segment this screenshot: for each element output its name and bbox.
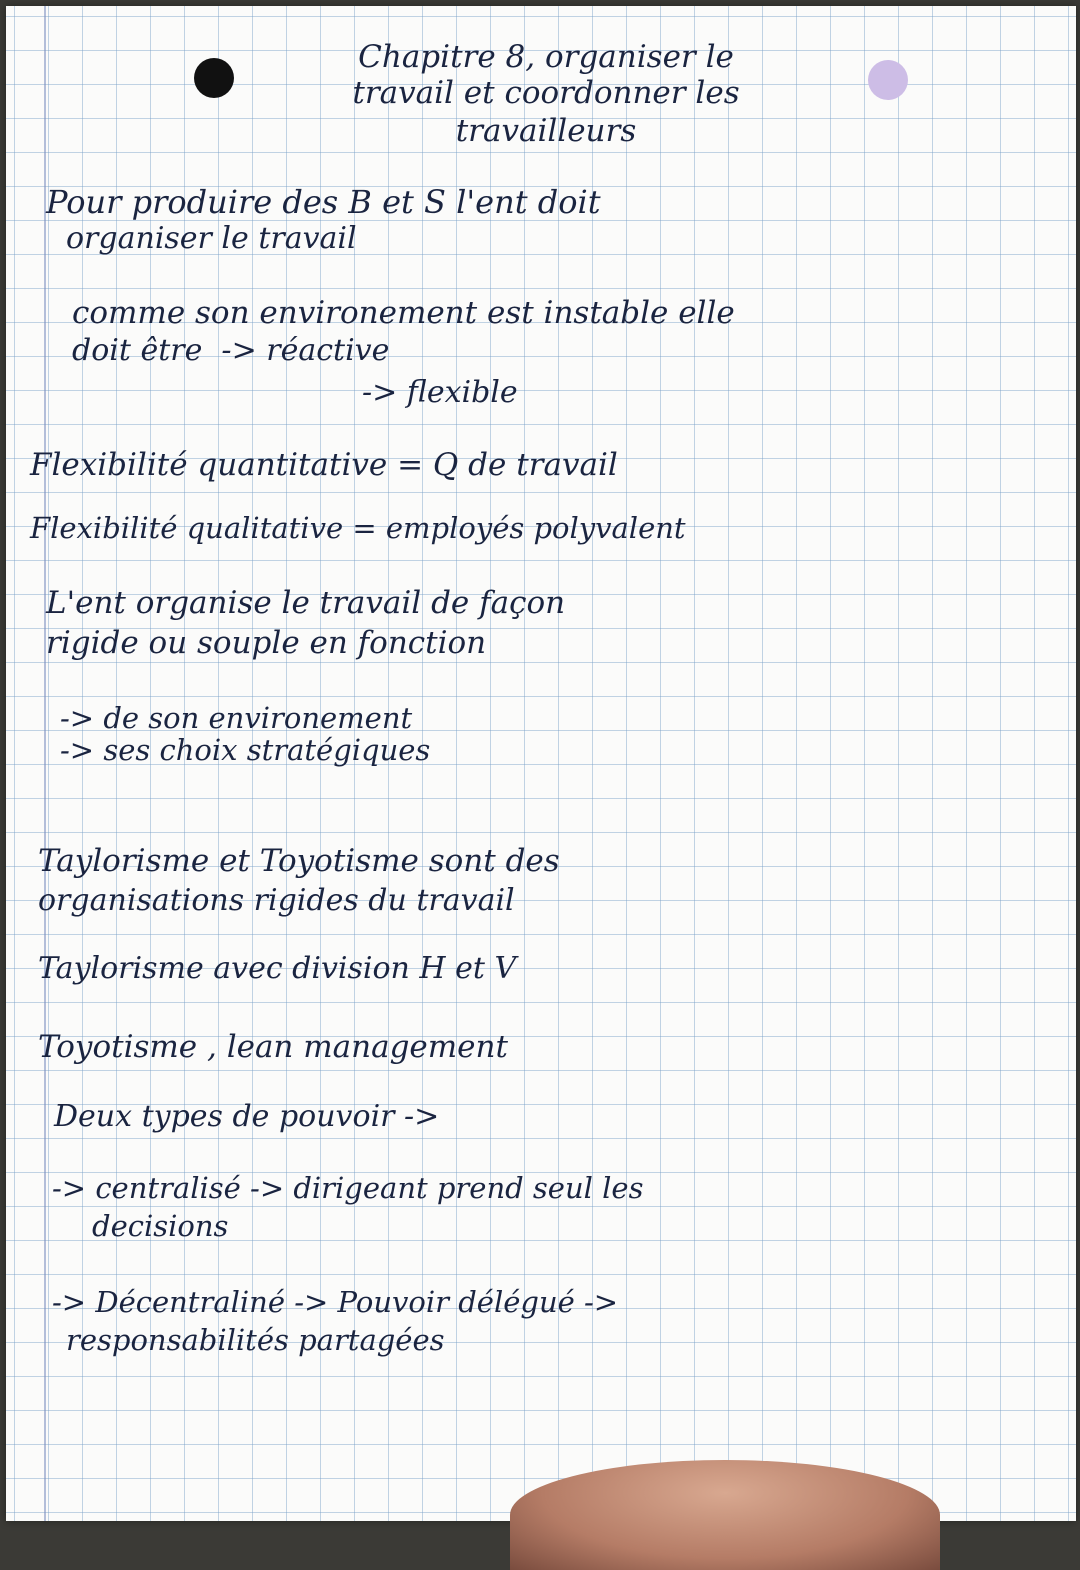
note-line: organiser le travail	[66, 221, 357, 256]
note-line: decisions	[92, 1209, 229, 1243]
title-line-2: travail et coordonner les	[352, 75, 740, 111]
note-line: Pour produire des B et S l'ent doit	[46, 183, 601, 221]
notebook-page	[6, 6, 1076, 1521]
title-line-3: travailleurs	[455, 113, 637, 149]
title-line-1: Chapitre 8, organiser le	[358, 39, 734, 75]
note-line: responsabilités partagées	[66, 1323, 445, 1357]
note-line: L'ent organise le travail de façon	[46, 585, 566, 621]
note-line: comme son environement est instable elle	[72, 295, 735, 331]
note-line: -> flexible	[362, 375, 518, 410]
note-line: Toyotisme , lean management	[38, 1029, 508, 1065]
note-line: Deux types de pouvoir ->	[54, 1099, 440, 1134]
note-line: -> de son environement	[60, 701, 413, 735]
margin-line	[44, 6, 46, 1521]
note-line: Taylorisme avec division H et V	[38, 951, 517, 986]
note-line: -> centralisé -> dirigeant prend seul les	[52, 1171, 644, 1205]
note-line: rigide ou souple en fonction	[46, 625, 487, 661]
note-line: Flexibilité qualitative = employés polyvalent	[30, 511, 686, 545]
thumb	[510, 1460, 940, 1570]
note-line: organisations rigides du travail	[38, 883, 515, 918]
note-line: doit être -> réactive	[72, 333, 390, 368]
note-line: Flexibilité quantitative = Q de travail	[30, 447, 618, 483]
note-line: Taylorisme et Toyotisme sont des	[38, 843, 560, 879]
note-line: -> Décentraliné -> Pouvoir délégué ->	[52, 1285, 619, 1319]
note-line: -> ses choix stratégiques	[60, 733, 431, 767]
